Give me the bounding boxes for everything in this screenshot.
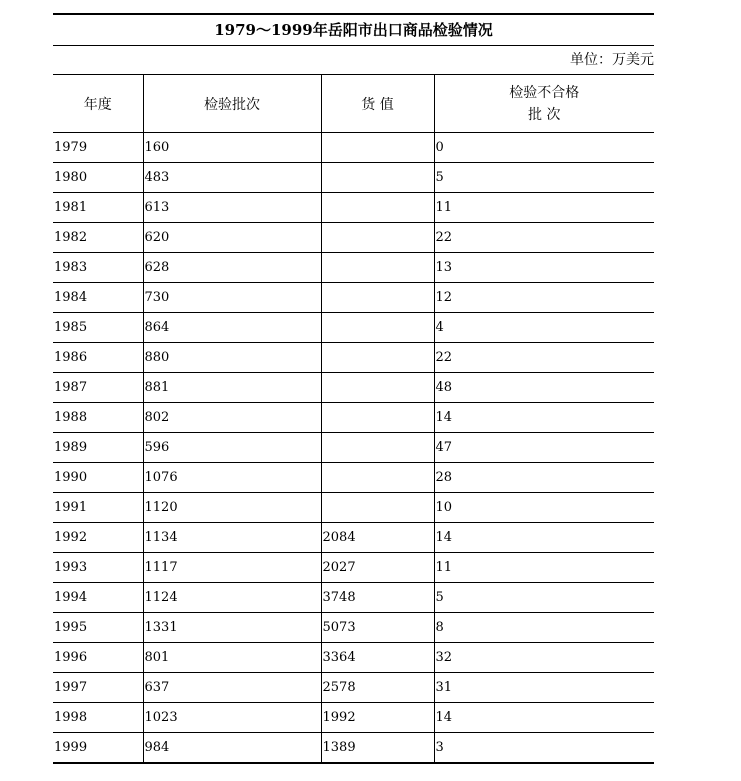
cell-year: 1993 xyxy=(53,553,143,583)
cell-batches: 1134 xyxy=(143,523,321,553)
table-row xyxy=(53,643,654,673)
table-row xyxy=(53,583,654,613)
header-year: 年度 xyxy=(53,75,143,133)
cell-value: 2578 xyxy=(321,673,434,703)
cell-year: 1989 xyxy=(53,433,143,463)
cell-year: 1985 xyxy=(53,313,143,343)
cell-value xyxy=(321,373,434,403)
cell-batches: 1076 xyxy=(143,463,321,493)
cell-batches: 596 xyxy=(143,433,321,463)
cell-failed: 22 xyxy=(434,343,654,373)
cell-failed: 22 xyxy=(434,223,654,253)
cell-failed: 47 xyxy=(434,433,654,463)
cell-failed: 31 xyxy=(434,673,654,703)
cell-failed: 10 xyxy=(434,493,654,523)
table-row xyxy=(53,313,654,343)
table-row xyxy=(53,253,654,283)
cell-batches: 628 xyxy=(143,253,321,283)
table-row xyxy=(53,373,654,403)
cell-batches: 881 xyxy=(143,373,321,403)
cell-batches: 637 xyxy=(143,673,321,703)
cell-year: 1984 xyxy=(53,283,143,313)
table-row xyxy=(53,703,654,733)
cell-failed: 48 xyxy=(434,373,654,403)
cell-batches: 730 xyxy=(143,283,321,313)
table-row xyxy=(53,283,654,313)
cell-year: 1999 xyxy=(53,733,143,764)
cell-batches: 1023 xyxy=(143,703,321,733)
cell-year: 1983 xyxy=(53,253,143,283)
cell-failed: 14 xyxy=(434,523,654,553)
header-failed-line2: 批 次 xyxy=(528,106,561,123)
cell-value xyxy=(321,313,434,343)
cell-failed: 14 xyxy=(434,703,654,733)
cell-batches: 864 xyxy=(143,313,321,343)
cell-failed: 14 xyxy=(434,403,654,433)
cell-year: 1997 xyxy=(53,673,143,703)
cell-failed: 13 xyxy=(434,253,654,283)
cell-value xyxy=(321,433,434,463)
cell-batches: 483 xyxy=(143,163,321,193)
cell-failed: 28 xyxy=(434,463,654,493)
cell-value: 2084 xyxy=(321,523,434,553)
inspection-table xyxy=(53,75,654,764)
cell-batches: 1331 xyxy=(143,613,321,643)
table-row xyxy=(53,223,654,253)
cell-value xyxy=(321,283,434,313)
cell-value xyxy=(321,133,434,163)
cell-value xyxy=(321,403,434,433)
cell-value xyxy=(321,463,434,493)
cell-year: 1979 xyxy=(53,133,143,163)
table-row xyxy=(53,553,654,583)
header-value: 货 值 xyxy=(321,75,434,133)
table-row xyxy=(53,133,654,163)
cell-year: 1990 xyxy=(53,463,143,493)
inspection-table-sheet xyxy=(53,13,654,764)
cell-batches: 1117 xyxy=(143,553,321,583)
cell-failed: 32 xyxy=(434,643,654,673)
cell-value: 2027 xyxy=(321,553,434,583)
cell-value xyxy=(321,223,434,253)
cell-value xyxy=(321,193,434,223)
table-row xyxy=(53,433,654,463)
cell-batches: 802 xyxy=(143,403,321,433)
header-failed-line1: 检验不合格 xyxy=(509,84,580,101)
cell-year: 1986 xyxy=(53,343,143,373)
cell-failed: 3 xyxy=(434,733,654,764)
table-row xyxy=(53,193,654,223)
header-row xyxy=(53,75,654,133)
header-failed xyxy=(434,75,654,133)
cell-failed: 11 xyxy=(434,193,654,223)
cell-value: 5073 xyxy=(321,613,434,643)
cell-year: 1994 xyxy=(53,583,143,613)
cell-batches: 1120 xyxy=(143,493,321,523)
table-row xyxy=(53,493,654,523)
cell-batches: 613 xyxy=(143,193,321,223)
header-batches: 检验批次 xyxy=(143,75,321,133)
cell-value: 3748 xyxy=(321,583,434,613)
cell-failed: 4 xyxy=(434,313,654,343)
cell-year: 1980 xyxy=(53,163,143,193)
cell-year: 1995 xyxy=(53,613,143,643)
cell-year: 1987 xyxy=(53,373,143,403)
table-row xyxy=(53,673,654,703)
cell-value xyxy=(321,253,434,283)
cell-failed: 11 xyxy=(434,553,654,583)
cell-batches: 984 xyxy=(143,733,321,764)
cell-batches: 160 xyxy=(143,133,321,163)
table-row xyxy=(53,613,654,643)
table-row xyxy=(53,403,654,433)
table-row xyxy=(53,343,654,373)
cell-year: 1998 xyxy=(53,703,143,733)
cell-value: 1992 xyxy=(321,703,434,733)
cell-year: 1981 xyxy=(53,193,143,223)
cell-year: 1982 xyxy=(53,223,143,253)
cell-batches: 880 xyxy=(143,343,321,373)
unit-label: 单位：万美元 xyxy=(53,46,654,75)
table-row xyxy=(53,733,654,764)
cell-year: 1988 xyxy=(53,403,143,433)
cell-failed: 0 xyxy=(434,133,654,163)
cell-value: 1389 xyxy=(321,733,434,764)
cell-value xyxy=(321,343,434,373)
cell-year: 1996 xyxy=(53,643,143,673)
cell-batches: 801 xyxy=(143,643,321,673)
table-row xyxy=(53,163,654,193)
cell-batches: 620 xyxy=(143,223,321,253)
cell-batches: 1124 xyxy=(143,583,321,613)
cell-failed: 8 xyxy=(434,613,654,643)
cell-failed: 12 xyxy=(434,283,654,313)
table-row xyxy=(53,523,654,553)
cell-year: 1991 xyxy=(53,493,143,523)
cell-value xyxy=(321,163,434,193)
cell-value: 3364 xyxy=(321,643,434,673)
cell-year: 1992 xyxy=(53,523,143,553)
table-body xyxy=(53,133,654,764)
table-row xyxy=(53,463,654,493)
table-title: 1979～1999年岳阳市出口商品检验情况 xyxy=(53,15,654,46)
cell-value xyxy=(321,493,434,523)
cell-failed: 5 xyxy=(434,583,654,613)
cell-failed: 5 xyxy=(434,163,654,193)
